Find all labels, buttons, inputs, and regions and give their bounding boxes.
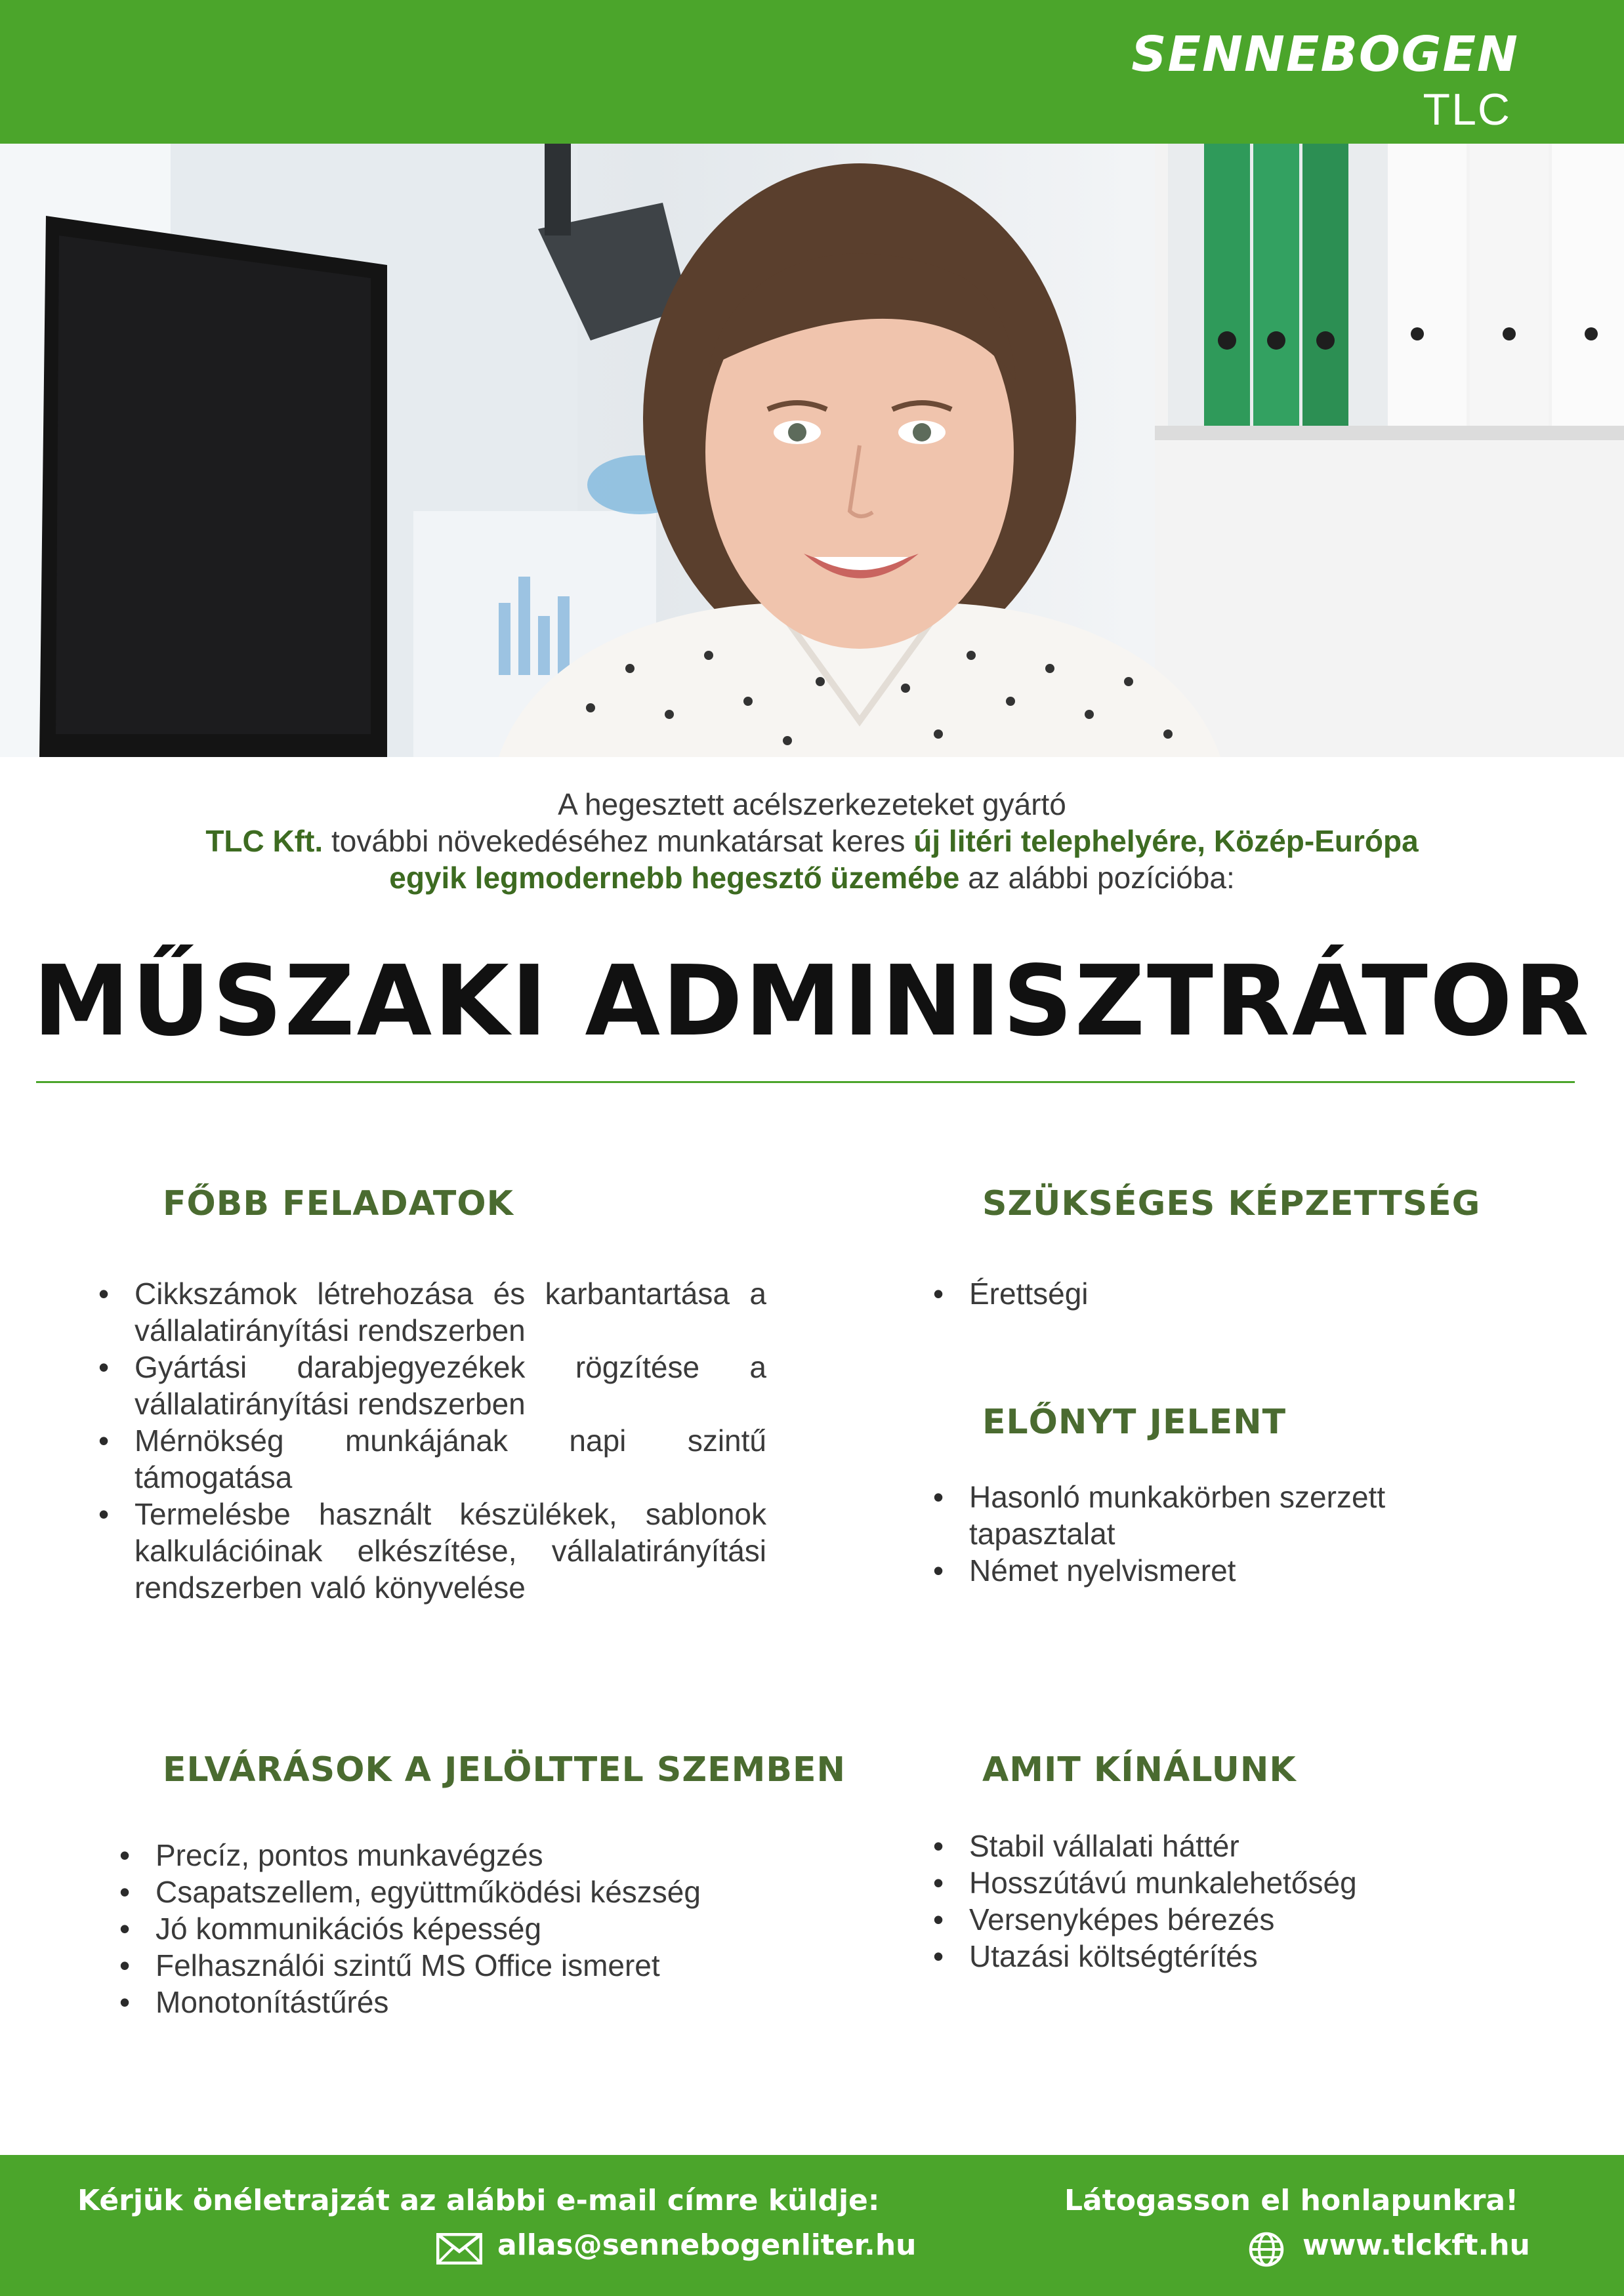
list-item: • Precíz, pontos munkavégzés xyxy=(119,1837,808,1874)
website-link[interactable]: www.tlckft.hu xyxy=(1302,2228,1530,2262)
tasks-title: FŐBB FELADATOK xyxy=(163,1184,514,1223)
intro-highlight-2: egyik legmodernebb hegesztő üzemébe xyxy=(389,861,960,895)
list-item: • Termelésbe használt készülékek, sablonok kalkulációinak elkészítése, vállalatirányítási rendszerben való könyvelése xyxy=(98,1496,766,1606)
list-item: • Csapatszellem, együttműködési készség xyxy=(119,1874,808,1910)
brand-logo xyxy=(1131,26,1519,134)
brand-subtitle: TLC xyxy=(1423,85,1511,134)
list-item: • Stabil vállalati háttér xyxy=(933,1828,1524,1864)
list-item: • Német nyelvismeret xyxy=(933,1552,1524,1589)
footer-band xyxy=(0,2155,1624,2296)
offer-title: AMIT KÍNÁLUNK xyxy=(982,1750,1297,1790)
list-item: • Felhasználói szintű MS Office ismeret xyxy=(119,1947,808,1984)
list-item: • Érettségi xyxy=(933,1275,1524,1312)
education-list xyxy=(933,1275,1524,1312)
envelope-icon xyxy=(436,2233,482,2265)
list-item: • Monotonítástűrés xyxy=(119,1984,808,2020)
list-item: • Jó kommunikációs képesség xyxy=(119,1910,808,1947)
hero-illustration xyxy=(0,144,1624,757)
intro-middle: további növekedéséhez munkatársat keres xyxy=(323,824,914,858)
requirements-title: ELVÁRÁSOK A JELÖLTTEL SZEMBEN xyxy=(163,1750,846,1790)
cv-instruction: Kérjük önéletrajzát az alábbi e-mail címre küldje: xyxy=(77,2184,880,2217)
brand-name: SENNEBOGEN xyxy=(1131,26,1519,83)
requirements-list xyxy=(119,1837,808,2020)
intro-line-1: A hegesztett acélszerkezeteket gyártó xyxy=(558,787,1066,821)
divider xyxy=(36,1081,1575,1083)
list-item: • Cikkszámok létrehozása és karbantartása a vállalatirányítási rendszerben xyxy=(98,1275,766,1349)
intro-text xyxy=(105,786,1519,896)
list-item: • Mérnökség munkájának napi szintű támogatása xyxy=(98,1422,766,1496)
intro-highlight-1: új litéri telephelyére, Közép-Európa xyxy=(913,824,1419,858)
job-title: MŰSZAKI ADMINISZTRÁTOR xyxy=(33,945,1591,1057)
intro-company: TLC Kft. xyxy=(205,824,323,858)
intro-line-3 xyxy=(105,859,1519,896)
hero-photo xyxy=(0,144,1624,757)
tasks-list xyxy=(98,1275,766,1606)
list-item: • Gyártási darabjegyezékek rögzítése a vállalatirányítási rendszerben xyxy=(98,1349,766,1422)
list-item: • Versenyképes bérezés xyxy=(933,1901,1524,1938)
list-item: • Hosszútávú munkalehetőség xyxy=(933,1864,1524,1901)
email-link[interactable]: allas@sennebogenliter.hu xyxy=(497,2228,917,2262)
intro-line-2 xyxy=(105,823,1519,859)
header-band xyxy=(0,0,1624,144)
intro-end: az alábbi pozícióba: xyxy=(959,861,1235,895)
advantage-title: ELŐNYT JELENT xyxy=(982,1403,1287,1442)
visit-website-text: Látogasson el honlapunkra! xyxy=(1064,2184,1519,2217)
advantage-list xyxy=(933,1479,1524,1589)
list-item: • Hasonló munkakörben szerzett tapasztalat xyxy=(933,1479,1524,1552)
education-title: SZÜKSÉGES KÉPZETTSÉG xyxy=(982,1184,1481,1223)
globe-icon xyxy=(1248,2231,1285,2268)
offer-list xyxy=(933,1828,1524,1975)
list-item: • Utazási költségtérítés xyxy=(933,1938,1524,1975)
